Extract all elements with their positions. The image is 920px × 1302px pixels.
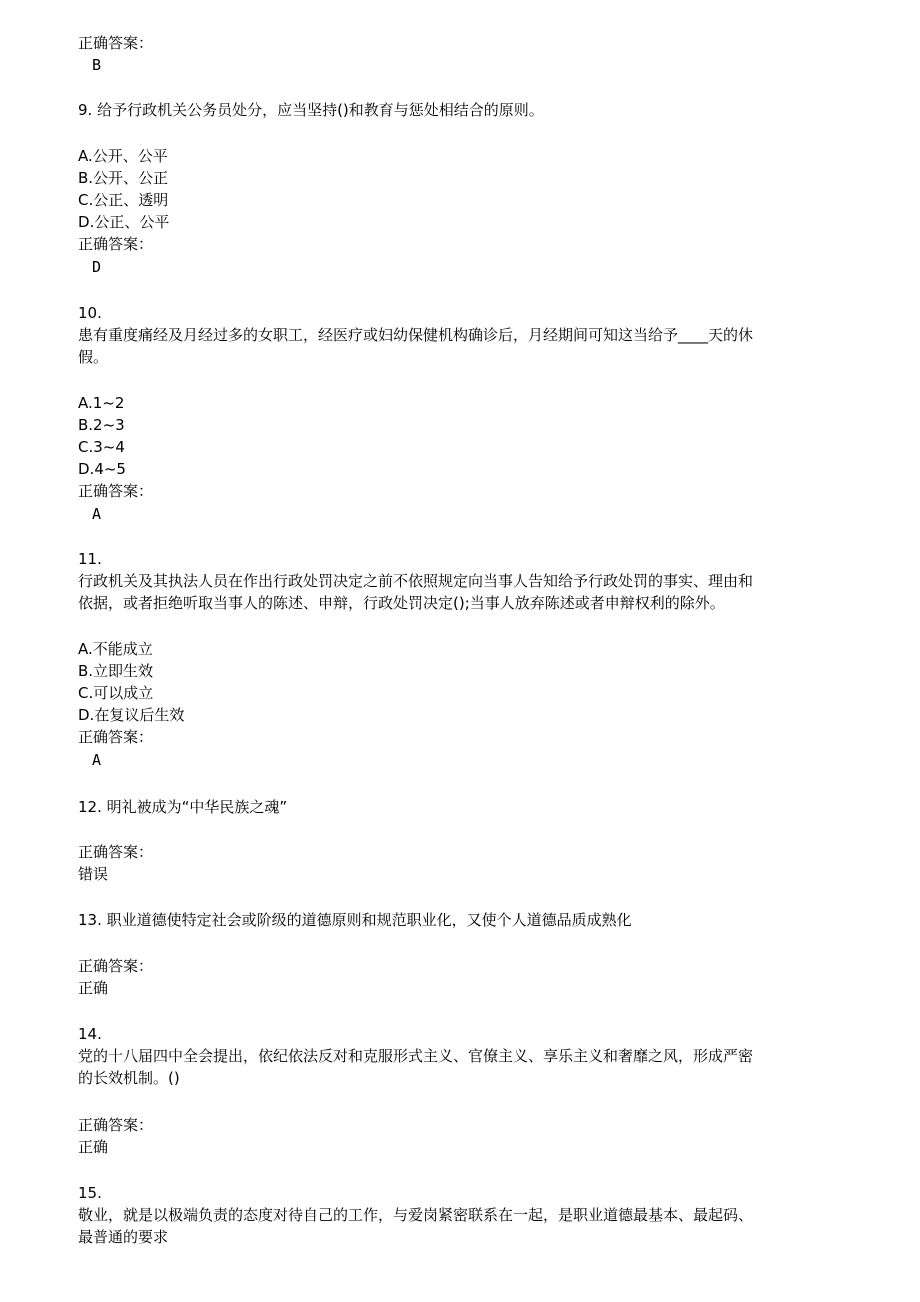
q10-number: 10. [78, 304, 102, 322]
q11-option-c: C.可以成立 [78, 684, 154, 702]
q9-question: 9. 给予行政机关公务员处分，应当坚持()和教育与惩处相结合的原则。 [78, 101, 544, 119]
q14-number: 14. [78, 1025, 102, 1043]
q10-answer-label: 正确答案： [78, 482, 154, 500]
q11-option-b: B.立即生效 [78, 662, 154, 680]
q14-answer-value: 正确 [78, 1138, 109, 1156]
q11-option-a: A.不能成立 [78, 640, 153, 658]
q10-question-line2: 假。 [78, 348, 109, 366]
q15-question-line1: 敬业，就是以极端负责的态度对待自己的工作，与爱岗紧密联系在一起，是职业道德最基本、最起码、 [78, 1206, 754, 1224]
q9-option-a: A.公开、公平 [78, 147, 168, 165]
q9-answer-value: D [92, 258, 102, 276]
q12-answer-value: 错误 [78, 865, 109, 883]
q8-answer-value: B [92, 56, 102, 74]
q15-question-line2: 最普通的要求 [78, 1228, 169, 1246]
q12-question: 12. 明礼被成为“中华民族之魂” [78, 798, 288, 816]
q10-option-c: C.3~4 [78, 438, 125, 456]
q14-question-line2: 的长效机制。() [78, 1069, 180, 1087]
q11-answer-label: 正确答案： [78, 728, 154, 746]
q9-option-c: C.公正、透明 [78, 191, 169, 209]
q13-question: 13. 职业道德使特定社会或阶级的道德原则和规范职业化，又使个人道德品质成熟化 [78, 911, 632, 929]
q12-answer-label: 正确答案： [78, 843, 154, 861]
q10-answer-value: A [92, 505, 102, 523]
q11-question-line1: 行政机关及其执法人员在作出行政处罚决定之前不依照规定向当事人告知给予行政处罚的事实、理由和 [78, 572, 754, 590]
q10-option-a: A.1~2 [78, 394, 125, 412]
q11-question-line2: 依据，或者拒绝听取当事人的陈述、申辩，行政处罚决定();当事人放弃陈述或者申辩权利的除外。 [78, 594, 725, 612]
q9-answer-label: 正确答案： [78, 235, 154, 253]
q13-answer-label: 正确答案： [78, 957, 154, 975]
q11-option-d: D.在复议后生效 [78, 706, 185, 724]
q9-option-b: B.公开、公正 [78, 169, 169, 187]
q14-question-line1: 党的十八届四中全会提出，依纪依法反对和克服形式主义、官僚主义、享乐主义和奢靡之风，形成严密 [78, 1047, 754, 1065]
q14-answer-label: 正确答案： [78, 1116, 154, 1134]
q11-number: 11. [78, 550, 102, 568]
q13-answer-value: 正确 [78, 979, 109, 997]
q11-answer-value: A [92, 751, 102, 769]
q10-option-b: B.2~3 [78, 416, 125, 434]
q15-number: 15. [78, 1184, 102, 1202]
q9-option-d: D.公正、公平 [78, 213, 170, 231]
q10-option-d: D.4~5 [78, 460, 126, 478]
q8-answer-label: 正确答案： [78, 34, 154, 52]
q10-question-line1: 患有重度痛经及月经过多的女职工，经医疗或妇幼保健机构确诊后，月经期间可知这当给予____天的休 [78, 326, 754, 344]
